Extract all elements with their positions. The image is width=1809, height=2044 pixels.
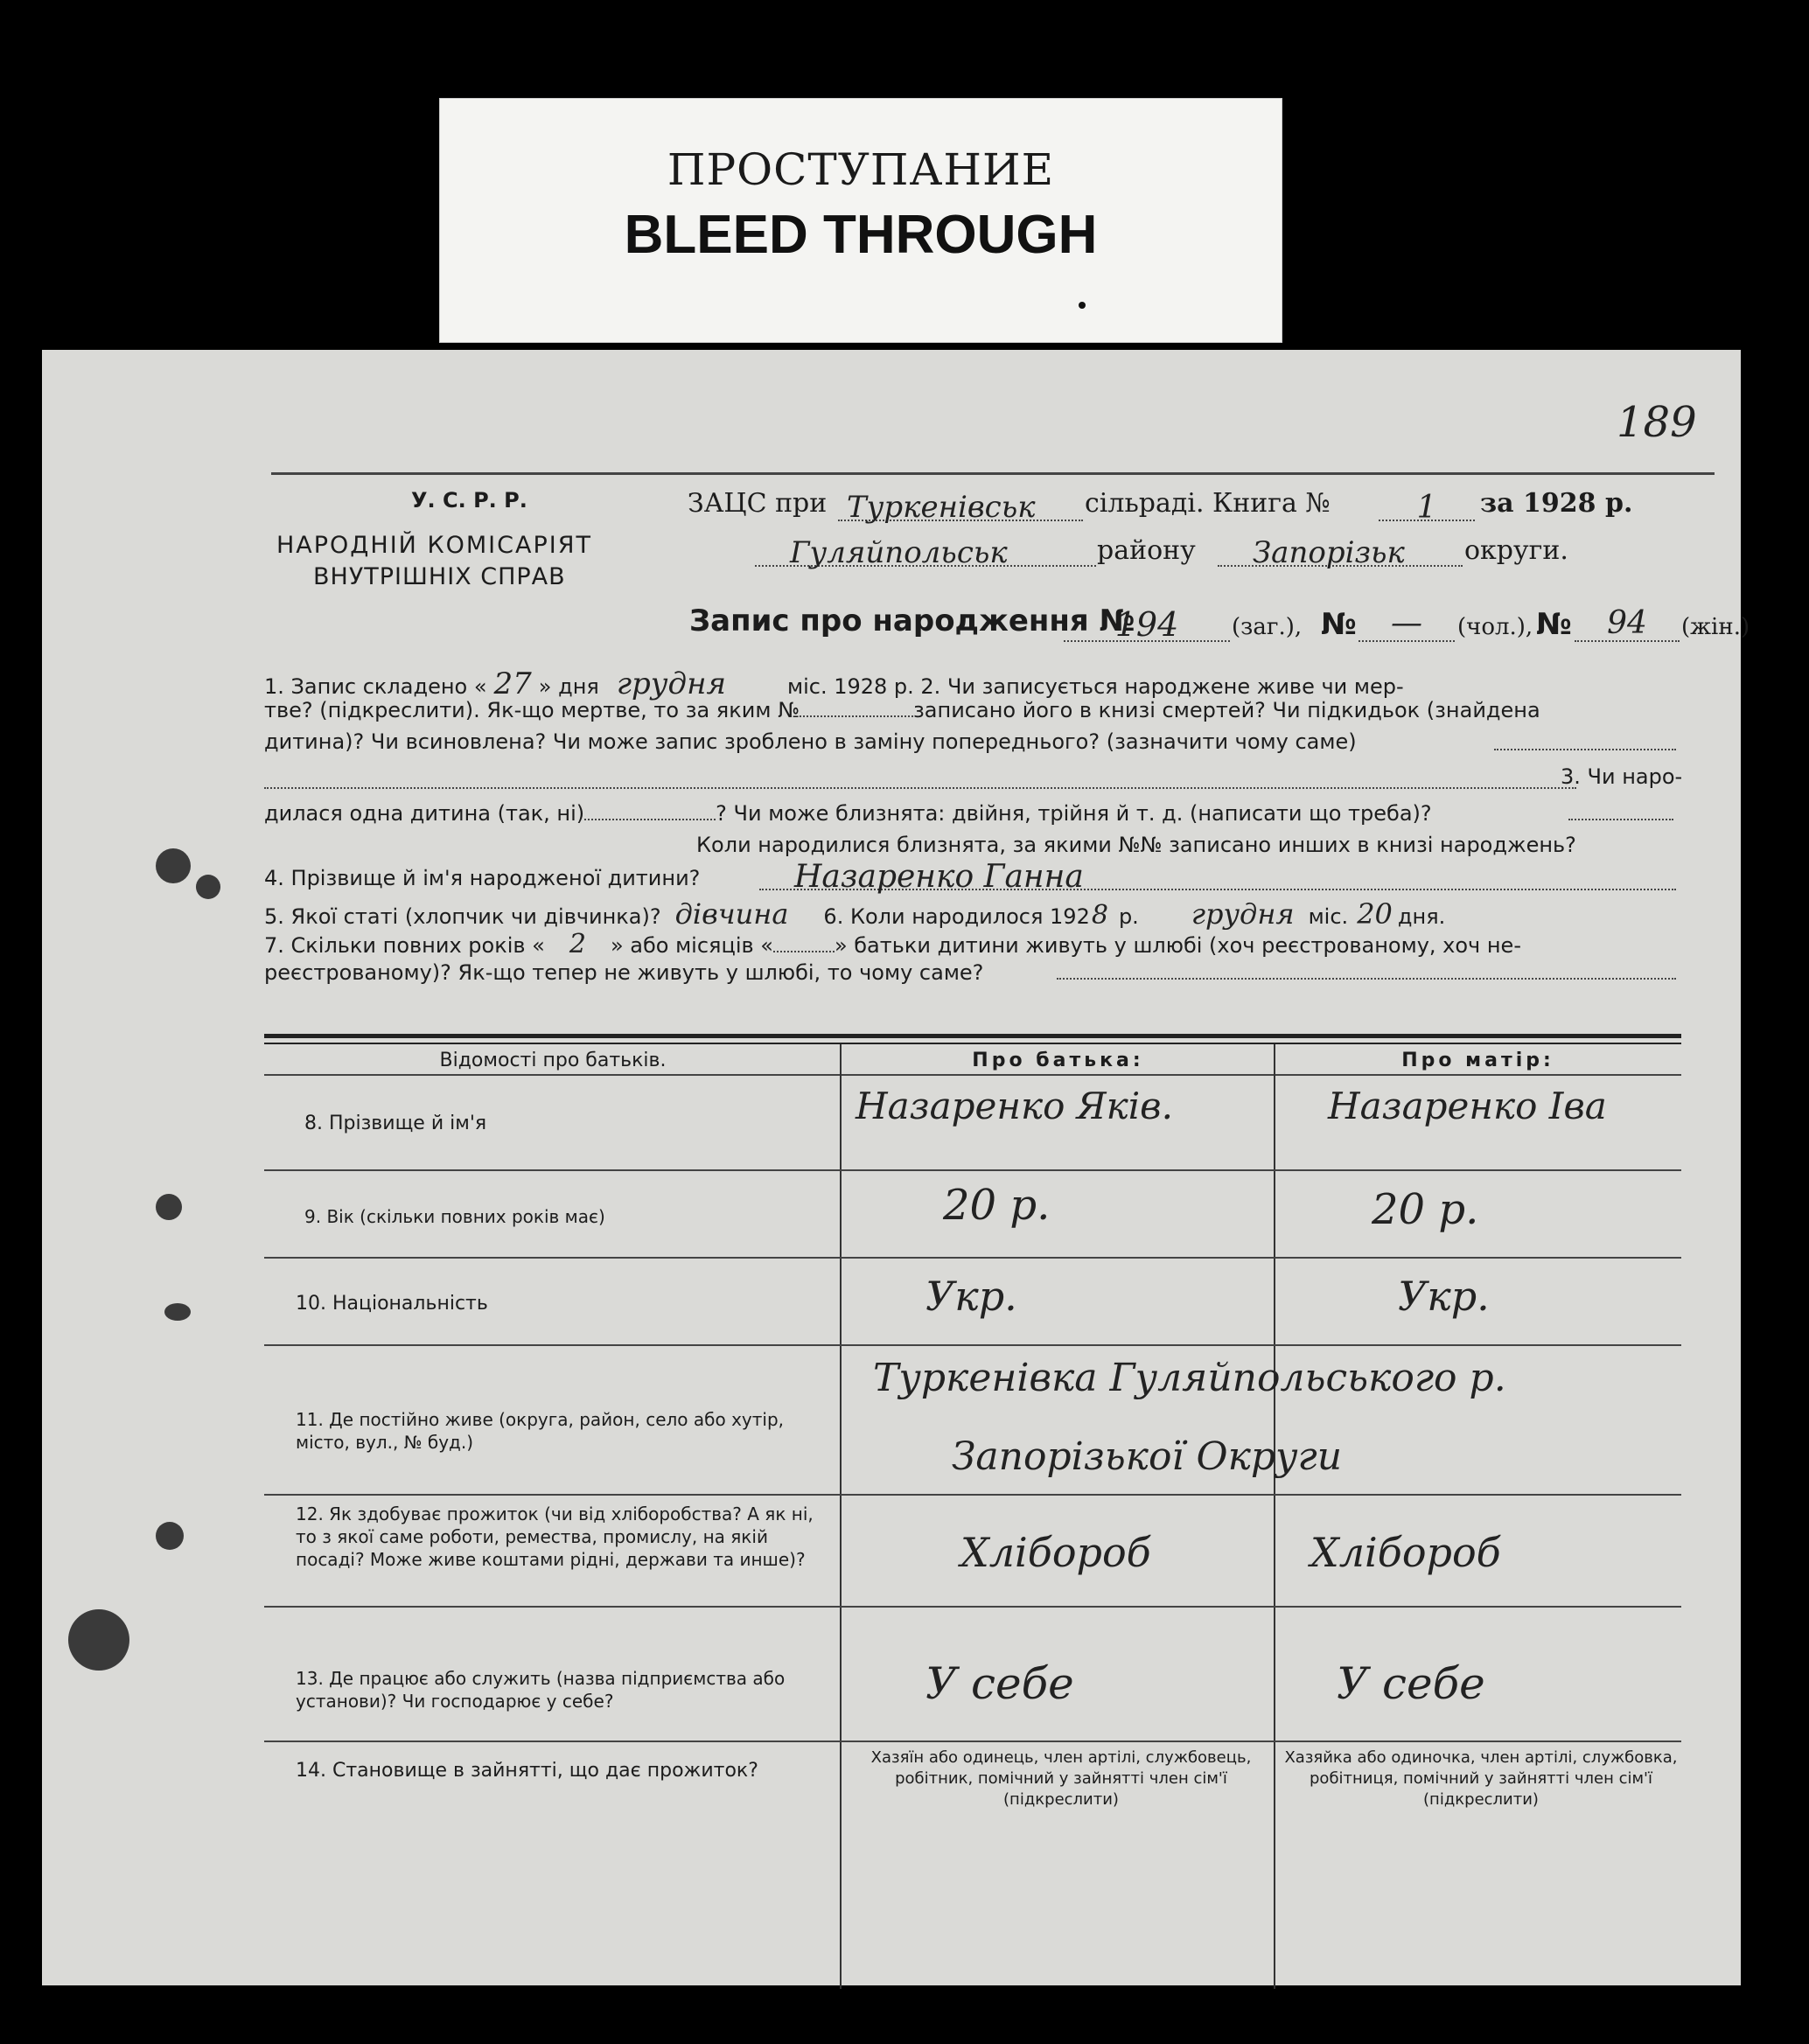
q5-text-b: ? Чи може близнята: двійня, трійня й т. д. (написати що треба)?: [716, 801, 1432, 826]
female-number-field: [1575, 605, 1680, 642]
q10-blank: [1057, 969, 1676, 980]
q1-text-b: » дня: [538, 674, 599, 699]
q8-line: [264, 897, 1445, 931]
row11-address-line2: Запорізької Округи: [952, 1434, 1343, 1479]
q5-text-a: дилася одна дитина (так, ні): [264, 801, 585, 826]
row-rule-5: [264, 1606, 1681, 1608]
q9-text-c: » батьки дитини живуть у шлюбі (хоч реєстрованому, хоч не-: [834, 933, 1521, 958]
birth-month: грудня: [1191, 897, 1295, 931]
total-number-field: [1064, 605, 1230, 642]
village-handwritten: Туркенівськ: [847, 490, 1036, 525]
q2-text-b: записано його в книзі смертей? Чи підкидьок (знайдена: [913, 698, 1540, 722]
row12-label: 12. Як здобуває прожиток (чи від хліборобства? А як ні, то з якої саме роботи, ремества, промислу, на якій посаді? Може живе коштами рідні, держави та инше)?: [296, 1503, 814, 1570]
q8-text-c: р.: [1118, 904, 1139, 929]
q8-text-e: дня.: [1397, 904, 1446, 929]
child-name: Назаренко Ганна: [794, 859, 1084, 895]
row-rule-3: [264, 1344, 1681, 1346]
row12-mother: Хлібороб: [1310, 1529, 1501, 1576]
label-russian: ПРОСТУПАНИЕ: [667, 144, 1055, 195]
child-name-field: [759, 859, 1676, 895]
row13-father: У себе: [925, 1658, 1074, 1709]
punch-hole: [164, 1303, 191, 1321]
q9-text-a: 7. Скільки повних років «: [264, 933, 545, 958]
punch-hole: [68, 1609, 129, 1671]
row9-mother: 20 р.: [1372, 1185, 1479, 1234]
row8-label: 8. Прізвище й ім'я: [304, 1113, 487, 1134]
child-sex: дівчина: [674, 897, 789, 931]
row9-label: 9. Вік (скільки повних років має): [304, 1206, 605, 1227]
q9-line: [264, 929, 1521, 959]
q5-blank-end: [1568, 810, 1673, 820]
page-number: 189: [1617, 398, 1697, 447]
table-top-rule-thin: [264, 1043, 1681, 1044]
row10-father: Укр.: [925, 1273, 1017, 1320]
commissariat-line2: ВНУТРІШНІХ СПРАВ: [313, 563, 566, 590]
row9-father: 20 р.: [943, 1181, 1051, 1230]
col-divider-2: [1274, 1044, 1275, 1989]
ink-dot: [1079, 302, 1086, 309]
district-handwritten: Гуляйпольськ: [790, 535, 1008, 570]
q1-line: [264, 666, 1404, 701]
male-no-sign: №: [1321, 607, 1357, 642]
birth-record-sheet: [42, 350, 1750, 1985]
q7-line: [264, 866, 700, 890]
birth-year-digit: 8: [1091, 900, 1108, 931]
okruga-label: округи.: [1464, 535, 1568, 566]
row-rule-1: [264, 1169, 1681, 1171]
row8-mother: Назаренко Іва: [1328, 1085, 1607, 1127]
bleed-through-label-card: [439, 98, 1282, 343]
book-number: 1: [1416, 490, 1437, 526]
q3-blank: [1494, 740, 1676, 750]
q8-text-b: 6. Коли народилося 192: [823, 904, 1090, 929]
q3-line: дитина)? Чи всиновлена? Чи може запис зроблено в заміну попереднього? (зазначити чому саме): [264, 729, 1357, 754]
okruga-field: [1218, 535, 1463, 570]
q8-text-d: міс.: [1308, 904, 1349, 929]
female-no-sign: №: [1536, 607, 1572, 642]
female-label: (жін.): [1681, 614, 1750, 640]
q7-text: 4. Прізвище й ім'я народженої дитини?: [264, 866, 701, 890]
village-suffix: сільраді. Книга №: [1085, 488, 1331, 519]
row13-label: 13. Де працює або служить (назва підприємства або установи)? Чи господарює у себе?: [296, 1668, 786, 1712]
male-label: (чол.),: [1457, 614, 1533, 640]
col-divider-1: [840, 1044, 842, 1989]
total-label: (заг.),: [1232, 614, 1303, 640]
col-header-mother: Про матір:: [1401, 1050, 1554, 1071]
table-top-rule: [264, 1034, 1681, 1038]
q8-text-a: 5. Якої статі (хлопчик чи дівчинка)?: [264, 904, 661, 929]
q6-line: Коли народилися близнята, за якими №№ записано инших в книзі народжень?: [696, 833, 1576, 857]
marriage-months-blank: [773, 933, 835, 952]
book-number-field: [1379, 490, 1475, 526]
row14-father-options: Хазяїн або одинець, член артілі, службовець, робітник, помічний у зайнятті член сім'ї (підкреслити): [870, 1748, 1252, 1809]
top-rule: [271, 472, 1715, 475]
marriage-years: 2: [569, 929, 586, 959]
row12-father: Хлібороб: [960, 1529, 1151, 1576]
male-number: —: [1391, 605, 1422, 641]
q4-right-text: 3. Чи наро-: [1561, 764, 1683, 789]
q10-text: реєстрованому)? Як-що тепер не живуть у шлюбі, то чому саме?: [264, 960, 984, 985]
row8-father: Назаренко Яків.: [856, 1085, 1173, 1127]
q10-line: [264, 960, 983, 985]
commissariat-line1: НАРОДНІЙ КОМІСАРІЯТ: [276, 532, 592, 559]
col-header-father: Про батька:: [972, 1050, 1144, 1071]
punch-hole: [156, 1194, 182, 1220]
q2-text-a: тве? (підкреслити). Як-що мертве, то за яким №: [264, 698, 800, 722]
okruga-handwritten: Запорізьк: [1253, 535, 1405, 570]
row13-mother: У себе: [1337, 1658, 1485, 1709]
male-number-field: [1358, 605, 1455, 642]
record-title: Запис про народження №: [689, 603, 1135, 638]
book-year: за 1928 р.: [1480, 488, 1633, 519]
row11-address-line1: Туркенівка Гуляйпольського р.: [873, 1356, 1506, 1400]
female-number: 94: [1607, 605, 1647, 641]
total-number: 194: [1114, 605, 1179, 644]
row10-mother: Укр.: [1398, 1273, 1490, 1320]
district-field: [755, 535, 1096, 570]
zags-prefix: ЗАЦС при: [688, 488, 828, 519]
q9-text-b: » або місяців «: [610, 933, 773, 958]
q1-text-a: 1. Запис складено «: [264, 674, 487, 699]
row14-mother-options: Хазяйка або одиночка, член артілі, службовка, робітниця, помічний у зайнятті член сім'ї (підкреслити): [1284, 1748, 1678, 1809]
q1-day: 27: [493, 666, 532, 701]
q5-line: [264, 801, 1432, 826]
punch-hole: [196, 875, 220, 899]
q5-blank: [584, 801, 716, 820]
q3-blank-line2: [264, 778, 1576, 789]
birth-day: 20: [1357, 897, 1393, 931]
row10-label: 10. Національність: [296, 1293, 488, 1315]
village-field: [838, 490, 1083, 525]
row11-label: 11. Де постійно живе (округа, район, село або хутір, місто, вул., № буд.): [296, 1409, 784, 1453]
ussr-label: У. С. Р. Р.: [411, 488, 527, 513]
row-rule-2: [264, 1257, 1681, 1259]
col-header-info: Відомості про батьків.: [439, 1050, 667, 1071]
row-rule-4: [264, 1494, 1681, 1496]
row-rule-6: [264, 1741, 1681, 1742]
q2-line: [264, 698, 1540, 722]
q1-month: грудня: [616, 666, 726, 701]
label-english: BLEED THROUGH: [624, 205, 1098, 265]
row14-label: 14. Становище в зайнятті, що дає прожиток?: [296, 1760, 758, 1782]
q2-blank: [800, 698, 913, 717]
table-header-rule: [264, 1074, 1681, 1076]
q1-text-c: міс. 1928 р. 2. Чи записується народжене живе чи мер-: [786, 674, 1404, 699]
punch-hole: [156, 1522, 184, 1550]
punch-hole: [156, 848, 191, 883]
district-label: району: [1097, 535, 1196, 566]
